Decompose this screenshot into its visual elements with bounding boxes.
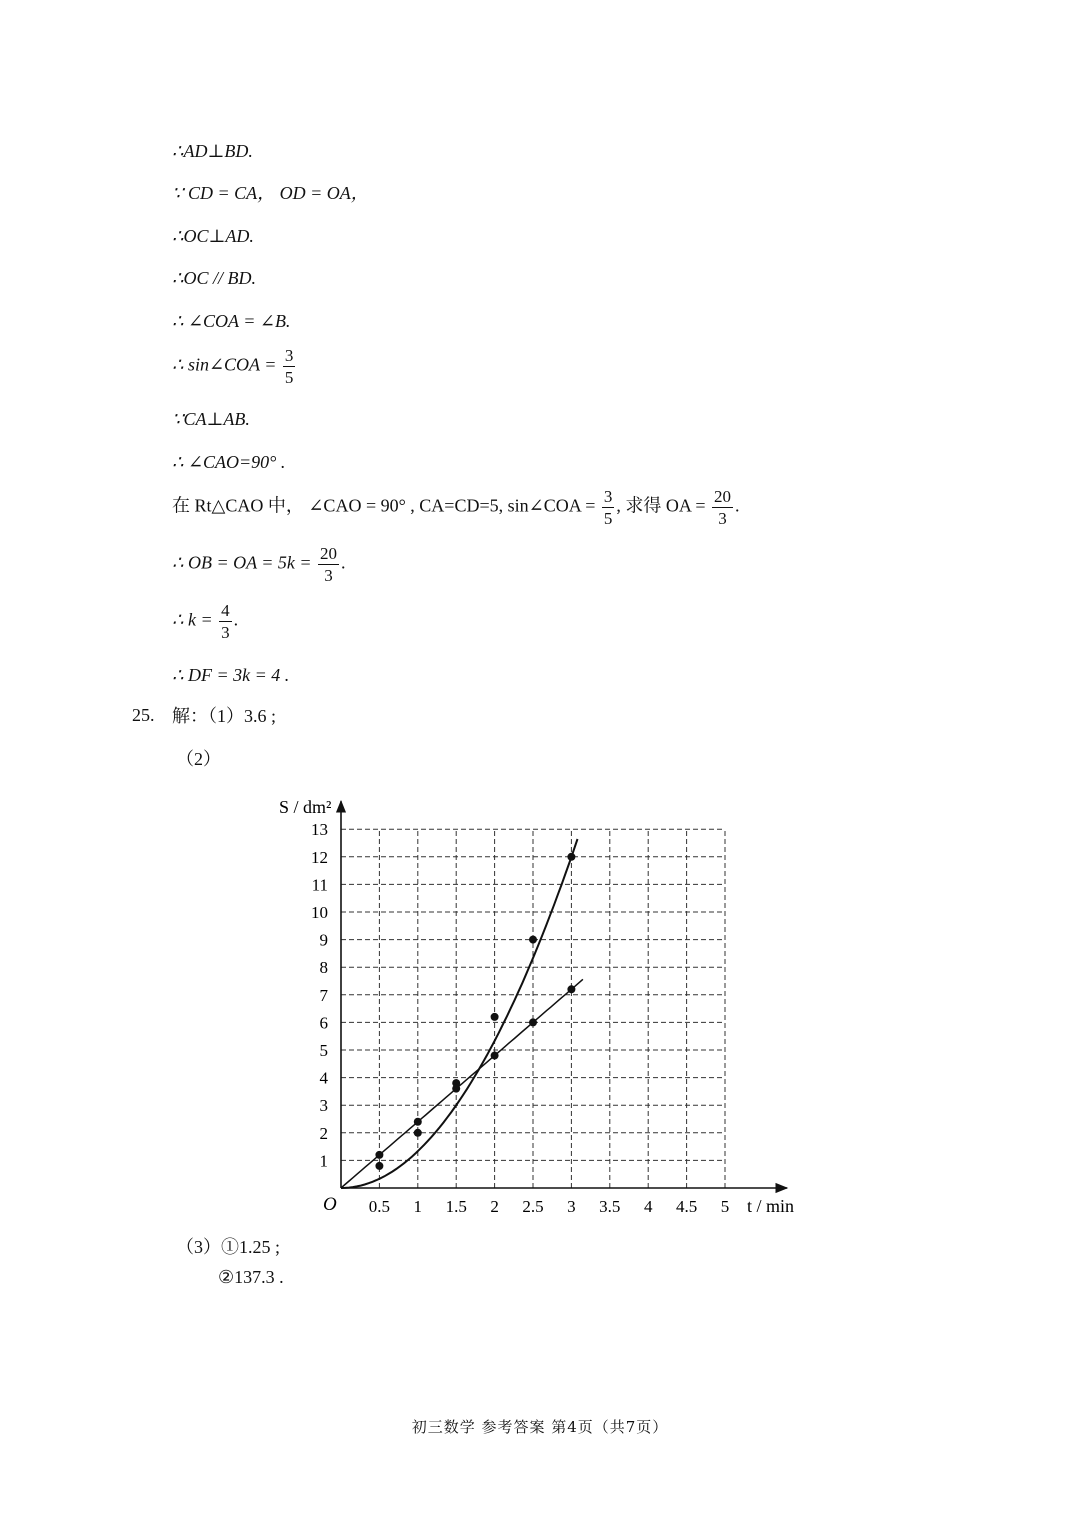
fraction: $\frac{3}{5}$ [603,487,613,528]
series-curve-point [529,936,537,944]
y-tick-label: 10 [311,903,328,922]
fraction: $\frac{3}{5}$ [284,346,294,387]
y-tick-label: 6 [319,1013,328,1033]
x-tick-label: 3 [567,1197,576,1216]
y-tick-label: 13 [311,820,328,840]
x-axis-label: t / min [747,1196,795,1216]
series-line-point [567,985,575,993]
x-tick-label: 4 [643,1197,653,1216]
x-tick-label: 2.5 [522,1197,544,1216]
page-footer: 初三数学 参考答案 第4页（共7页） [411,1418,669,1436]
proof-line-7: ∵CA⊥AB. [172,409,250,429]
x-tick-label: 1.5 [445,1197,467,1216]
series-curve-point [414,1129,422,1137]
proof-line-10: ∴ OB = OA = 5k = $\frac{20}{3}$ . [172,544,346,585]
q25-part3-b: ②137.3 . [218,1267,284,1287]
series-line-point [414,1118,422,1126]
series-curve-point [491,1013,499,1021]
chart-grid [341,829,725,1188]
y-tick-label: 8 [319,958,328,978]
series-curve-path [341,839,578,1188]
proof-line-6: ∴ sin∠COA = $\frac{3}{5}$ [172,346,294,387]
y-tick-label: 11 [311,875,328,895]
proof-line-4: ∴OC // BD. [172,268,256,288]
series-curve-point [375,1162,383,1170]
x-tick-label: 1 [413,1197,423,1216]
q25-part1: 解：（1）3.6 ; [172,706,277,726]
y-tick-label: 12 [311,847,328,867]
y-tick-label: 2 [319,1123,328,1143]
series-line-point [452,1085,460,1093]
proof-line-12: ∴ DF = 3k = 4 . [172,665,290,685]
y-tick-label: 5 [319,1041,328,1060]
proof-line-11: ∴ k = $\frac{4}{3}$ . [172,601,239,642]
origin-label: O [323,1194,337,1215]
series-curve-point [567,853,575,861]
fraction: $\frac{20}{3}$ [714,487,732,528]
x-tick-label: 3.5 [599,1197,621,1216]
y-axis-label: S / dm² [279,797,332,818]
series-line-point [375,1151,383,1159]
y-tick-label: 4 [319,1068,328,1088]
chart-series [341,839,583,1188]
question-number: 25. [132,705,155,725]
q25-part3: （3）①1.25 ; [176,1237,281,1257]
proof-line-9: 在 Rt△CAO 中， ∠CAO = 90° , CA=CD=5, sin∠COA = $\frac{3}{5}$ , 求得 OA = $\frac{20}{3}$ . [172,487,740,528]
fraction: $\frac{20}{3}$ [320,544,338,585]
s-t-chart [0,780,1080,1240]
proof-line-1: ∴AD⊥BD. [172,141,253,161]
x-tick-label: 4.5 [675,1197,698,1216]
y-tick-label: 9 [319,930,328,950]
chart-labels [279,797,794,1216]
proof-line-2: ∵ CD = CA， OD = OA， [172,183,369,203]
proof-line-5: ∴ ∠COA = ∠B. [172,311,291,331]
y-tick-label: 7 [319,985,328,1005]
proof-line-3: ∴OC⊥AD. [172,226,254,246]
x-tick-label: 5 [720,1197,730,1216]
series-line-point [529,1018,537,1026]
x-tick-label: 2 [490,1197,499,1216]
fraction: $\frac{4}{3}$ [221,601,230,642]
x-tick-label: 0.5 [368,1197,391,1216]
q25-part2: （2） [176,749,221,769]
series-line-point [491,1052,499,1060]
y-tick-label: 3 [319,1096,328,1116]
y-tick-label: 1 [319,1151,328,1171]
proof-line-8: ∴ ∠CAO=90° . [172,452,286,472]
